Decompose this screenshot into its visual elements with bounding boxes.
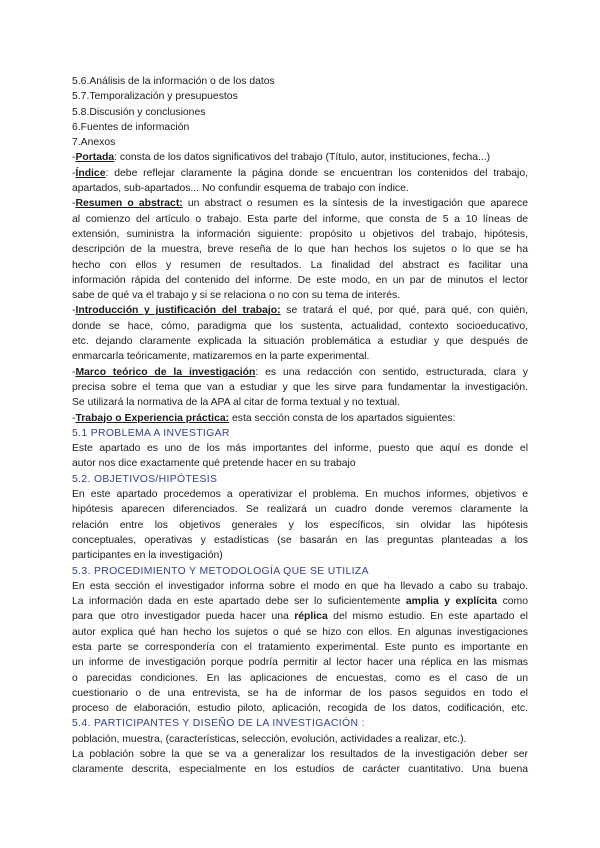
text-line <box>72 89 528 104</box>
text-line <box>72 671 528 686</box>
text-line <box>72 105 528 120</box>
emphasis-text: Portada <box>75 152 115 164</box>
text-run: 6.Fuentes de información <box>72 121 190 133</box>
text-run: La información dada en este apartado debe ser lo suficientemente <box>72 596 406 608</box>
text-line <box>72 242 528 257</box>
text-line <box>72 609 528 624</box>
section-heading <box>72 472 528 487</box>
text-run: 5.1 PROBLEMA A INVESTIGAR <box>72 427 230 439</box>
text-line <box>72 288 528 303</box>
text-run: - <box>72 366 76 378</box>
text-run: 5.7.Temporalización y presupuestos <box>72 91 238 103</box>
text-line <box>72 135 528 150</box>
text-run: 5.8.Discusión y conclusiones <box>72 106 206 118</box>
text-line <box>72 227 528 242</box>
text-line <box>72 166 528 181</box>
text-line <box>72 150 528 165</box>
text-run: 5.4. PARTICIPANTES Y DISEÑO DE LA INVESTIGACIÓN : <box>72 718 365 730</box>
text-run: En este apartado procedemos a operativizar el problema. En muchos informes, objetivos e <box>72 489 528 501</box>
text-line <box>72 74 528 89</box>
section-heading <box>72 716 528 731</box>
text-line <box>72 655 528 670</box>
text-run: precisa sobre el tema que van a estudiar y que les sirve para fundamentar la investigación. <box>72 381 528 393</box>
text-line <box>72 686 528 701</box>
emphasis-text: amplia y explícita <box>405 596 498 608</box>
text-run: - <box>72 152 76 164</box>
text-run: - <box>72 167 76 179</box>
text-line <box>72 273 528 288</box>
text-line <box>72 487 528 502</box>
text-line <box>72 258 528 273</box>
text-run: - <box>72 305 76 317</box>
text-run: autor nos dice exactamente qué pretende hacer en su trabajo <box>72 458 356 470</box>
text-run: claramente descrita, especialmente en los estudios de carácter cuantitativo. Una buena <box>72 764 528 776</box>
text-line <box>72 411 528 426</box>
text-run: enmarcarla teóricamente, matizaremos en la parte experimental. <box>72 351 370 363</box>
text-run: sabe de qué va el trabajo y si se relaciona o no con su tema de interés. <box>72 290 401 302</box>
text-run: 5.2. OBJETIVOS/HIPÓTESIS <box>72 473 218 485</box>
text-run: se tratará el qué, por qué, para qué, con quién, <box>280 305 528 317</box>
text-run: 5.6.Análisis de la información o de los datos <box>72 76 275 87</box>
text-line <box>72 747 528 762</box>
text-line <box>72 594 528 609</box>
text-line <box>72 548 528 563</box>
section-heading <box>72 564 528 579</box>
text-run: 5.3. PROCEDIMIENTO Y METODOLOGÍA QUE SE UTILIZA <box>72 565 369 577</box>
emphasis-text: Resumen o abstract: <box>75 198 183 210</box>
text-run: etc. dejando claramente explicada la situación problemática a estudiar y que después de <box>72 336 528 348</box>
text-run: - <box>72 198 76 210</box>
text-line <box>72 732 528 747</box>
text-run: : es una redacción con sentido, estructurada, clara y <box>255 366 528 378</box>
text-line <box>72 441 528 456</box>
text-run: del mismo estudio. En este apartado el <box>327 611 528 623</box>
text-line <box>72 533 528 548</box>
text-run: población, muestra, (características, selección, evolución, actividades a realizar, etc.). <box>72 733 467 745</box>
text-run: autor explica qué han hecho los sujetos o qué se hizo con ellos. En algunas investigaciones <box>72 626 528 638</box>
text-run: extensión, suministra la información siguiente: propósito u objetivos del trabajo, hipótesis, <box>72 228 528 240</box>
text-line <box>72 380 528 395</box>
text-run: o parecidas condiciones. En las aplicaciones de encuestas, como es el caso de un <box>72 672 528 684</box>
text-line <box>72 319 528 334</box>
emphasis-text: Trabajo o Experiencia práctica: <box>75 412 230 424</box>
text-run: hecho con ellos y resumen de resultados. La finalidad del abstract es facilitar una <box>72 259 528 271</box>
text-run: participantes en la investigación) <box>72 550 223 562</box>
text-run: La población sobre la que se va a generalizar los resultados de la investigación deber ser <box>72 749 528 761</box>
text-line <box>72 334 528 349</box>
text-run: cuestionario o de una entrevista, se ha de informar de los pasos seguidos en todo el <box>72 687 528 699</box>
text-run: para que otro investigador pueda hacer una <box>72 611 295 623</box>
text-line <box>72 395 528 410</box>
text-run: esta sección consta de los apartados siguientes: <box>229 412 456 424</box>
emphasis-text: Marco teórico de la investigación <box>75 366 256 378</box>
text-run: al comienzo del artículo o trabajo. Esta parte del informe, que consta de 5 a 10 líneas de <box>72 213 528 225</box>
text-run: donde se hace, cómo, paradigma que los sustenta, actualidad, contexto socioeducativo, <box>72 320 528 332</box>
text-run: En esta sección el investigador informa sobre el modo en que ha llevado a cabo su trabajo. <box>72 580 528 592</box>
text-line <box>72 625 528 640</box>
emphasis-text: réplica <box>294 611 328 623</box>
text-line <box>72 640 528 655</box>
text-run: Este apartado es uno de los más importantes del informe, puesto que aquí es donde el <box>72 443 528 455</box>
text-run: esta parte se correspondería con el tratamiento experimental. Este punto es importante en <box>72 641 528 653</box>
text-line <box>72 456 528 471</box>
text-line <box>72 365 528 380</box>
text-line <box>72 120 528 135</box>
text-line <box>72 349 528 364</box>
text-run: un informe de investigación porque podría permitir al lector hacer una réplica en las mismas <box>72 657 528 669</box>
text-line <box>72 212 528 227</box>
text-line <box>72 303 528 318</box>
emphasis-text: Índice <box>75 167 106 179</box>
text-run: hipótesis aparecen diferenciados. Se realizará un cuadro donde veremos claramente la <box>72 504 528 516</box>
text-line <box>72 181 528 196</box>
text-run: proceso de elaboración, estudio piloto, aplicación, recogida de los datos, codificación, etc. <box>72 703 528 715</box>
text-line <box>72 701 528 716</box>
text-run: - <box>72 412 76 424</box>
text-run: como <box>497 596 528 608</box>
text-run: conceptuales, operativas y estadísticas (se basarán en las preguntas planteadas a los <box>72 534 528 546</box>
text-line <box>72 579 528 594</box>
text-line <box>72 518 528 533</box>
emphasis-text: Introducción y justificación del trabajo: <box>75 305 281 317</box>
text-run: apartados, sub-apartados... No confundir esquema de trabajo con índice. <box>72 183 409 195</box>
text-run: : consta de los datos significativos del trabajo (Título, autor, instituciones, fecha...) <box>114 152 491 164</box>
text-run: relación entre los objetivos generales y los específicos, sin olvidar las hipótesis <box>72 519 528 531</box>
text-run: un abstract o resumen es la síntesis de la investigación que aparece <box>182 198 528 210</box>
section-heading <box>72 426 528 441</box>
text-line <box>72 502 528 517</box>
text-run: información rápida del contenido del informe. De este modo, en un par de minutos el lector <box>72 274 528 286</box>
text-line <box>72 762 528 777</box>
text-run: : debe reflejar claramente la página donde se encuentran los contenidos del trabajo, <box>105 167 528 179</box>
text-line <box>72 196 528 211</box>
document-body <box>72 74 528 778</box>
text-run: 7.Anexos <box>72 137 116 149</box>
text-run: descripción de la muestra, breve reseña de lo que han hechos los sujetos o lo que se ha <box>72 244 528 256</box>
text-run: Se utilizará la normativa de la APA al citar de forma textual y no textual. <box>72 397 400 409</box>
